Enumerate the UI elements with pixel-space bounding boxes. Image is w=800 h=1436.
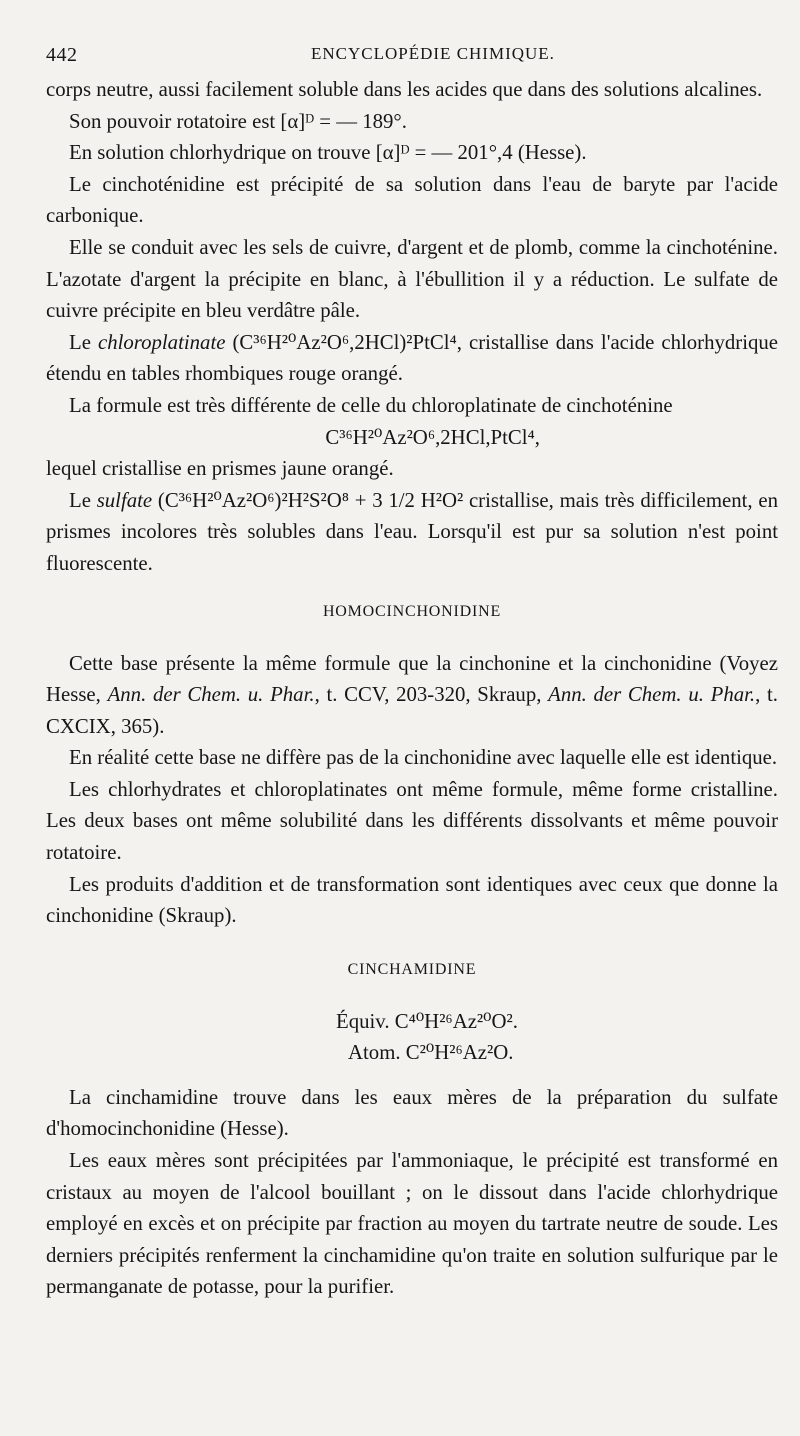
paragraph: Les produits d'addition et de transformation sont identiques avec ceux que donne la cinchonidine (Skraup). xyxy=(46,872,778,928)
formula-block xyxy=(336,1006,776,1068)
section-heading: CINCHAMIDINE xyxy=(347,960,477,978)
page-number: 442 xyxy=(46,44,78,66)
paragraph: Elle se conduit avec les sels de cuivre, d'argent et de plomb, comme la cinchoténine. L'azotate d'argent la précipite en blanc, à l'ébullition il y a réduction. Le sulfate de cuivre précipite en bleu verdâtre pâle. xyxy=(46,235,778,323)
text-run: (C³⁶H²⁰Az²O⁶,2HCl)²PtCl⁴, cristallise dans l'acide chlorhydrique étendu en tables rhombiques rouge orangé. xyxy=(46,330,779,386)
italic-term: sulfate xyxy=(96,488,153,512)
paragraph: La formule est très différente de celle du chloroplatinate de cinchoténine xyxy=(69,393,673,417)
section-heading: HOMOCINCHONIDINE xyxy=(322,602,502,620)
text-run: Le xyxy=(69,488,97,512)
paragraph: Les eaux mères sont précipitées par l'ammoniaque, le précipité est transformé en cristaux au moyen de l'alcool bouillant ; on le dissout dans l'acide chlorhydrique employé en excès et on précipite par fraction au moyen du tartrate neutre de soude. Les derniers précipités renferment la cinchamidine qu'on traite en solution sulfurique par le permanganate de potasse, pour la purifier. xyxy=(46,1149,778,1299)
reference-title: Ann. der Chem. u. Phar. xyxy=(107,683,315,707)
formula: C³⁶H²⁰Az²O⁶,2HCl,PtCl⁴, xyxy=(325,425,540,449)
paragraph xyxy=(46,648,778,743)
text-run: Le xyxy=(69,330,98,354)
paragraph: En réalité cette base ne diffère pas de la cinchonidine avec laquelle elle est identique. xyxy=(69,746,778,770)
text-run: , t. CXCIX, 365). xyxy=(46,683,778,738)
paragraph: En solution chlorhydrique on trouve [α]ᴰ = — 201°,4 (Hesse). xyxy=(69,141,587,165)
paragraph: La cinchamidine trouve dans les eaux mères de la préparation du sulfate d'homocinchonidine (Hesse). xyxy=(46,1085,778,1141)
paragraph: corps neutre, aussi facilement soluble dans les acides que dans des solutions alcalines. xyxy=(46,78,763,101)
paragraph: Les chlorhydrates et chloroplatinates ont même formule, même forme cristalline. Les deux bases ont même solubilité dans les différents dissolvants et même pouvoir rotatoire. xyxy=(46,777,778,865)
reference-title: Ann. der Chem. u. Phar. xyxy=(548,683,756,707)
page-header xyxy=(46,40,778,74)
paragraph: lequel cristallise en prismes jaune orangé. xyxy=(46,457,394,481)
paragraph xyxy=(46,485,778,580)
italic-term: chloroplatinate xyxy=(97,330,226,354)
running-title: ENCYCLOPÉDIE CHIMIQUE. xyxy=(311,44,555,63)
paragraph xyxy=(46,327,778,390)
paragraph: Le cinchoténidine est précipité de sa solution dans l'eau de baryte par l'acide carbonique. xyxy=(46,172,778,228)
equiv-formula: Équiv. C⁴⁰H²⁶Az²⁰O². xyxy=(336,1009,518,1033)
atom-formula: Atom. C²⁰H²⁶Az²O. xyxy=(348,1040,514,1064)
body-text xyxy=(46,74,778,1303)
text-run: , t. CCV, 203-320, Skraup, xyxy=(314,683,549,707)
text-run: Cette base présente la même formule que la cinchonine et la cinchonidine (Voyez Hesse, xyxy=(46,651,778,707)
text-run: (C³⁶H²⁰Az²O⁶)²H²S²O⁸ + 3 1/2 H²O² cristallise, mais très difficilement, en prismes incolores très solubles dans l'eau. Lorsqu'il est pur sa solution n'est point fluorescente. xyxy=(46,488,778,575)
paragraph: Son pouvoir rotatoire est [α]ᴰ = — 189°. xyxy=(69,109,407,133)
